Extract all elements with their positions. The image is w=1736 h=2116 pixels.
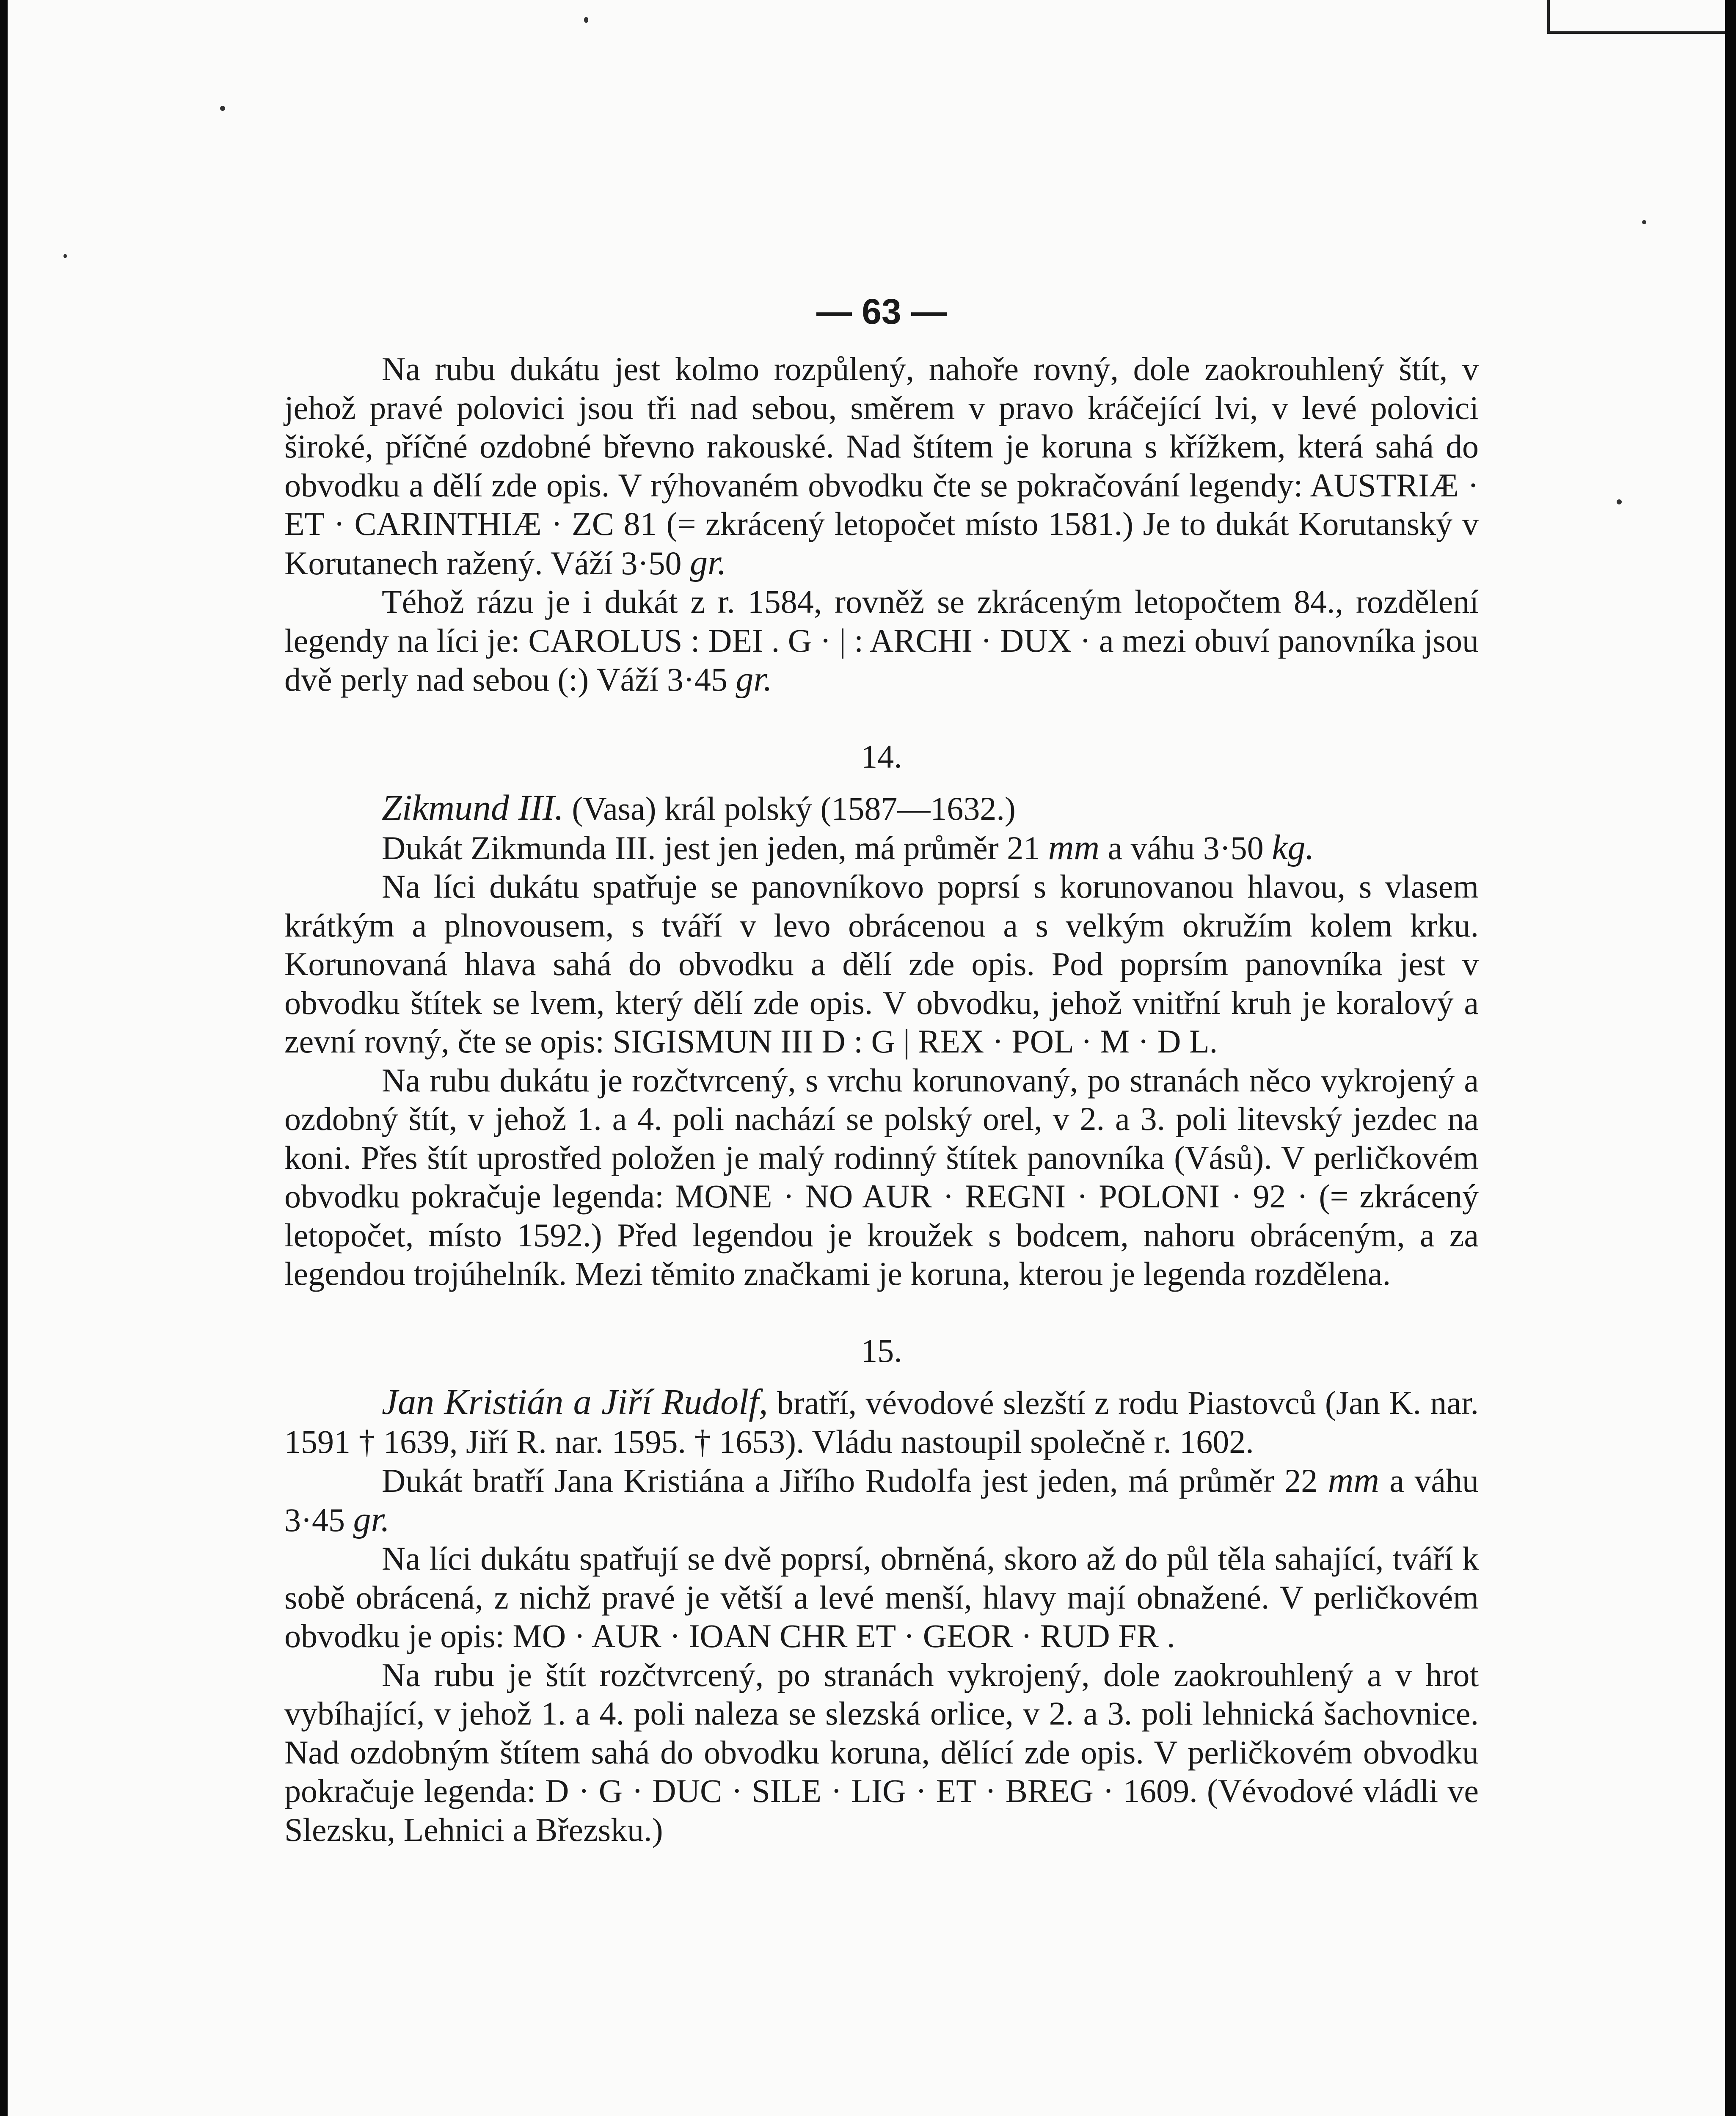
scan-speck	[63, 254, 67, 258]
paragraph: Na líci dukátu spatřují se dvě poprsí, obrněná, skoro až do půl těla sahající, tváří k sobě obrácená, z nichž pravé je větší a levé menší, hlavy mají obnažené. V perličkovém obvodku je opis: MO · AUR · IOAN CHR ET · GEOR · RUD FR .	[284, 1540, 1479, 1654]
page-text	[284, 279, 1479, 1849]
paragraph: Na rubu dukátu je rozčtvrcený, s vrchu korunovaný, po stranách něco vykrojený a ozdobný štít, v jehož 1. a 4. poli nachází se polský orel, v 2. a 3. poli litevský jezdec na koni. Přes štít uprostřed položen je malý rodinný štítek panovníka (Vásů). V perličkovém obvodku pokračuje legenda: MONE · NO AUR · REGNI · POLONI · 92 · (= zkrácený letopočet, místo 1592.) Před legendou je kroužek s bodcem, nahoru obráceným, a za legendou trojúhelník. Mezi těmito značkami je koruna, kterou je legenda rozdělena.	[284, 1061, 1479, 1292]
scan-edge-left	[0, 0, 8, 2116]
ruler-name: Jan Kristián a Jiří Rudolf,	[382, 1381, 768, 1422]
scan-edge-right	[1725, 0, 1736, 2116]
unit-mm: mm	[1328, 1460, 1379, 1500]
unit-gr: gr.	[353, 1499, 390, 1539]
section-14	[284, 737, 1479, 1293]
section-13-continued	[284, 350, 1479, 699]
scan-corner-mark	[1547, 0, 1725, 34]
page-number: — 63 —	[816, 292, 947, 331]
paragraph: Téhož rázu je i dukát z r. 1584, rovněž se zkráceným letopočtem 84., rozdělení legendy na líci je: CAROLUS : DEI . G · | : ARCHI · DUX · a mezi obuví panovníka jsou dvě perly nad sebou (:) Váží 3·45 gr.	[284, 583, 1479, 699]
section-heading: Jan Kristián a Jiří Rudolf, bratří, vévodové slezští z rodu Piastovců (Jan K. nar. 1591 † 1639, Jiří R. nar. 1595. † 1653). Vládu nastoupil společně r. 1602.	[284, 1381, 1479, 1460]
unit-kg: kg.	[1272, 827, 1314, 867]
scan-speck	[1642, 220, 1646, 224]
unit-gr: gr.	[736, 659, 772, 699]
scan-speck	[584, 17, 588, 23]
paragraph: Na rubu je štít rozčtvrcený, po stranách vykrojený, dole zaokrouhlený a v hrot vybíhající, v jehož 1. a 4. poli naleza se slezská orlice, v 2. a 3. poli lehnická šachovnice. Nad ozdobným štítem sahá do obvodku koruna, dělící zde opis. V perličkovém obvodku pokračuje legenda: D · G · DUC · SILE · LIG · ET · BREG · 1609. (Vévodové vládli ve Slezsku, Lehnici a Březsku.)	[284, 1656, 1479, 1848]
paragraph: Na líci dukátu spatřuje se panovníkovo poprsí s korunovanou hlavou, s vlasem krátkým a plnovousem, s tváří v levo obrácenou a s velkým okružím kolem krku. Korunovaná hlava sahá do obvodku a dělí zde opis. Pod poprsím panovníka jest v obvodku štítek se lvem, který dělí zde opis. V obvodku, jehož vnitřní kruh je koralový a zevní rovný, čte se opis: SIGISMUN III D : G | REX · POL · M · D L.	[284, 868, 1479, 1060]
section-number: 15.	[861, 1332, 902, 1369]
section-heading: Zikmund III. (Vasa) král polský (1587—1632.)	[382, 787, 1016, 828]
section-number: 14.	[861, 738, 902, 775]
paragraph: Na rubu dukátu jest kolmo rozpůlený, nahoře rovný, dole zaokrouhlený štít, v jehož pravé polovici jsou tři nad sebou, směrem v pravo kráčející lvi, v levé polovici široké, příčné ozdobné břevno rakouské. Nad štítem je koruna s křížkem, která sahá do obvodku a dělí zde opis. V rýhovaném obvodku čte se pokračování legendy: AUSTRIÆ · ET · CARINTHIÆ · ZC 81 (= zkrácený letopočet místo 1581.) Je to dukát Korutanský v Korutanech ražený. Váží 3·50 gr.	[284, 350, 1479, 582]
paragraph: Dukát bratří Jana Kristiána a Jiřího Rudolfa jest jeden, má průměr 22 mm a váhu 3·45 gr.	[284, 1460, 1479, 1539]
scan-speck	[220, 106, 225, 111]
ruler-name: Zikmund III.	[382, 787, 564, 828]
scan-speck	[1617, 499, 1622, 504]
paragraph: Dukát Zikmunda III. jest jen jeden, má průměr 21 mm a váhu 3·50 kg.	[382, 827, 1314, 867]
unit-gr: gr.	[689, 543, 727, 582]
section-15	[284, 1331, 1479, 1849]
unit-mm: mm	[1048, 827, 1100, 867]
